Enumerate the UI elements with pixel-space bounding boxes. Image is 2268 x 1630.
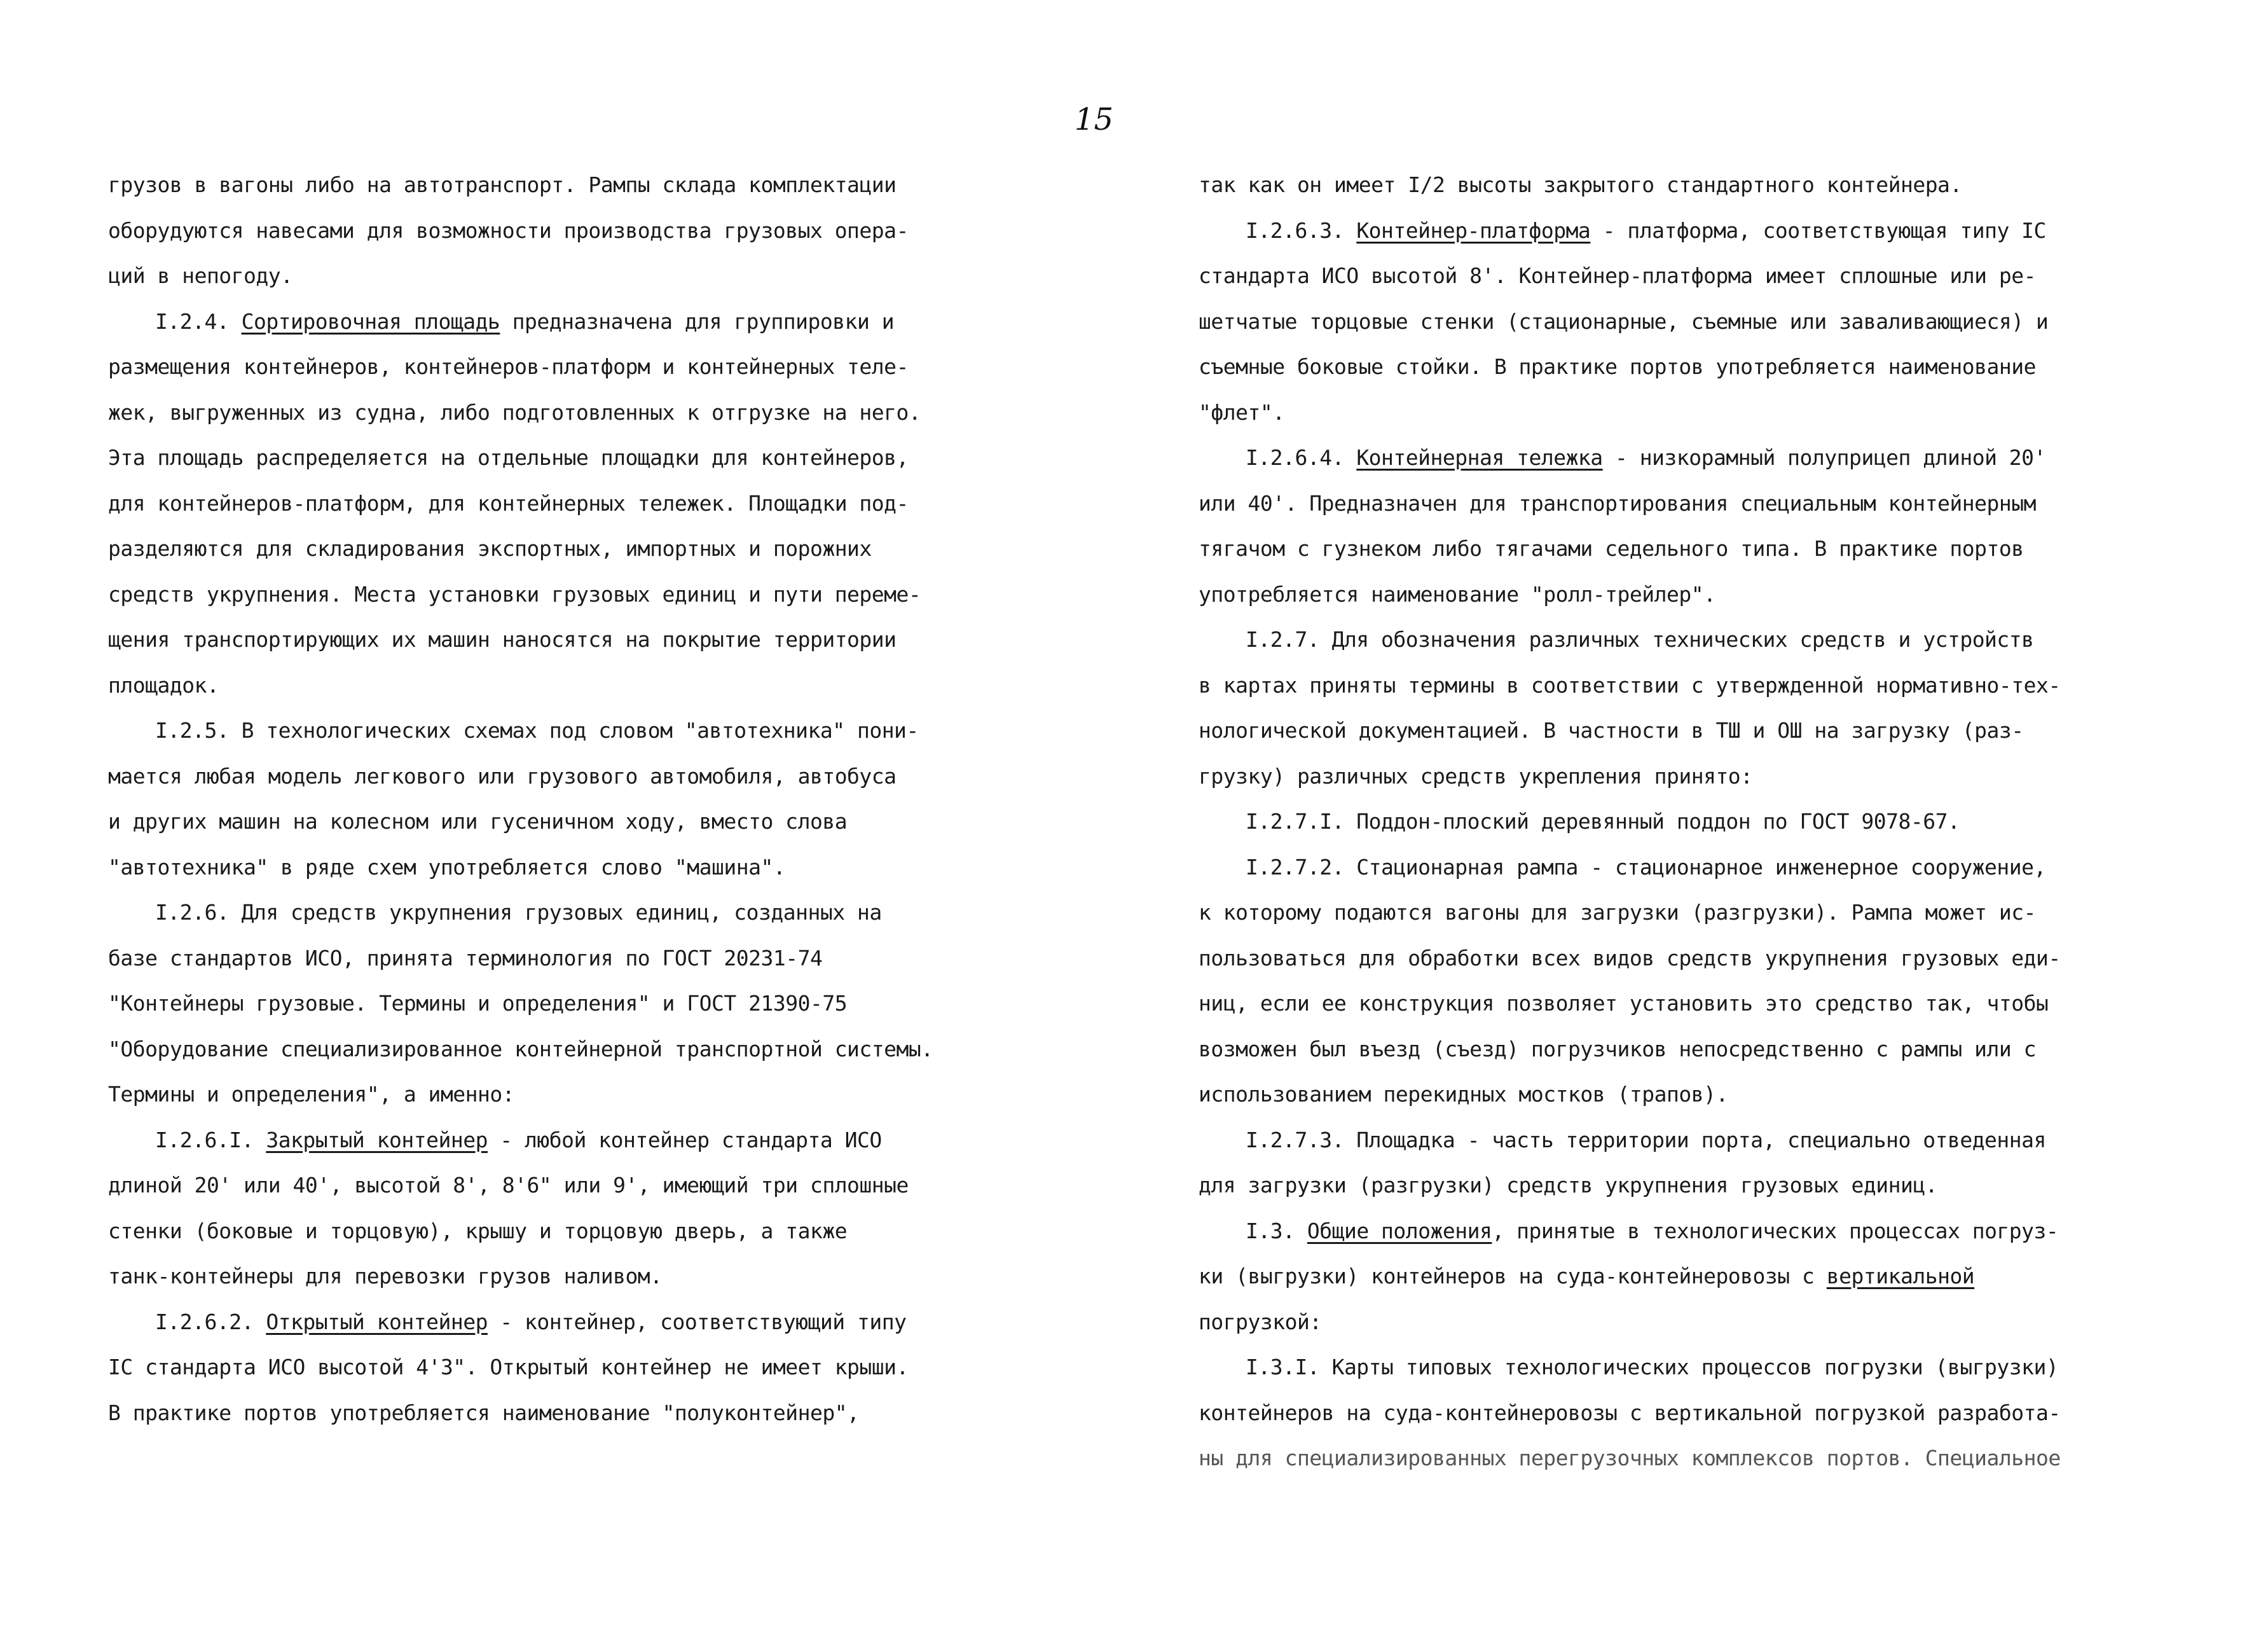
text-line	[1199, 526, 2178, 572]
text-segment: площадок.	[108, 672, 219, 698]
text-segment: IC стандарта ИСО высотой 4'3". Открытый контейнер не имеет крыши.	[108, 1355, 909, 1379]
text-segment: и других машин на колесном или гусеничном ходу, вместо слова	[108, 809, 848, 834]
text-line	[108, 754, 1062, 799]
text-segment: I.2.6.4.	[1246, 445, 1357, 470]
text-line	[1199, 162, 2178, 208]
text-line	[1199, 1390, 2178, 1436]
text-line	[108, 1299, 1062, 1345]
text-line	[1199, 936, 2178, 981]
text-segment: погрузкой:	[1199, 1309, 1322, 1334]
text-line	[108, 845, 1062, 890]
text-line	[1199, 617, 2178, 663]
text-segment: грузов в вагоны либо на автотранспорт. Рампы склада комплектации	[108, 172, 897, 197]
text-segment: I.2.6. Для средств укрупнения грузовых единиц, созданных на	[155, 900, 882, 925]
text-segment: средств укрупнения. Места установки грузовых единиц и пути переме-	[108, 581, 921, 607]
text-segment: I.2.7. Для обозначения различных технических средств и устройств	[1246, 627, 2034, 652]
text-segment: в картах приняты термины в соответствии с утвержденной нормативно-тех-	[1199, 672, 2061, 698]
term-underlined: Контейнер-платформа	[1356, 218, 1591, 243]
text-segment: или 40'. Предназначен для транспортирования специальным контейнерным	[1199, 490, 2037, 516]
page-number: 15	[1075, 102, 1114, 137]
term-underlined: Общие положения	[1307, 1218, 1492, 1243]
text-segment: оборудуются навесами для возможности производства грузовых опера-	[108, 218, 909, 243]
text-segment: танк-контейнеры для перевозки грузов наливом.	[108, 1264, 663, 1288]
text-segment: предназначена для группировки и	[500, 308, 895, 334]
text-segment: - низкорамный полуприцеп длиной 20'	[1602, 445, 2046, 470]
text-line	[1199, 708, 2178, 754]
text-line	[1199, 572, 2178, 618]
text-line	[1199, 1254, 2178, 1299]
term-underlined: вертикальной	[1826, 1264, 1975, 1288]
text-line	[108, 526, 1062, 572]
text-line	[1199, 663, 2178, 708]
text-line	[108, 344, 1062, 390]
text-line	[1199, 981, 2178, 1026]
text-segment: базе стандартов ИСО, принята терминология по ГОСТ 20231-74	[108, 945, 823, 970]
text-line	[1199, 845, 2178, 890]
text-segment: I.2.4.	[155, 308, 242, 334]
text-line	[1199, 1026, 2178, 1072]
text-line	[108, 253, 1062, 299]
text-segment: I.2.6.3.	[1246, 218, 1357, 243]
text-segment: I.2.5. В технологических схемах под словом "автотехника" пони-	[155, 718, 919, 743]
text-segment: употребляется наименование "ролл-трейлер".	[1199, 581, 1716, 607]
text-segment: I.3.	[1246, 1218, 1307, 1243]
text-segment: размещения контейнеров, контейнеров-платформ и контейнерных теле-	[108, 354, 909, 379]
text-line	[108, 208, 1062, 254]
text-segment: мается любая модель легкового или грузового автомобиля, автобуса	[108, 763, 897, 789]
text-segment: для загрузки (разгрузки) средств укрупнения грузовых единиц.	[1199, 1173, 1938, 1198]
text-line	[108, 390, 1062, 436]
text-line	[108, 1254, 1062, 1299]
text-segment: I.3.I. Карты типовых технологических процессов погрузки (выгрузки)	[1246, 1355, 2059, 1379]
left-column	[108, 162, 1062, 1435]
text-line	[108, 890, 1062, 936]
text-segment: к которому подаются вагоны для загрузки (разгрузки). Рампа может ис-	[1199, 900, 2037, 925]
text-line	[1199, 1163, 2178, 1208]
text-line	[108, 435, 1062, 481]
text-segment: для контейнеров-платформ, для контейнерных тележек. Площадки под-	[108, 490, 909, 516]
text-segment: съемные боковые стойки. В практике портов употребляется наименование	[1199, 354, 2037, 379]
term-underlined: Открытый контейнер	[266, 1309, 488, 1334]
text-segment: возможен был въезд (съезд) погрузчиков непосредственно с рампы или с	[1199, 1036, 2037, 1061]
text-line	[108, 1117, 1062, 1163]
text-segment: I.2.7.2. Стационарная рампа - стационарное инженерное сооружение,	[1246, 854, 2046, 880]
text-segment: - контейнер, соответствующий типу	[487, 1309, 907, 1334]
text-line	[1199, 1299, 2178, 1345]
text-segment: контейнеров на суда-контейнеровозы с вертикальной погрузкой разработа-	[1199, 1400, 2061, 1425]
text-line	[1199, 208, 2178, 254]
text-segment: нологической документацией. В частности в ТШ и ОШ на загрузку (раз-	[1199, 718, 2024, 743]
text-segment: жек, выгруженных из судна, либо подготовленных к отгрузке на него.	[108, 399, 921, 425]
text-segment: ны для специализированных перегрузочных комплексов портов. Специальное	[1199, 1446, 2061, 1470]
text-segment: шетчатые торцовые стенки (стационарные, съемные или заваливающиеся) и	[1199, 308, 2049, 334]
text-segment: щения транспортирующих их машин наносятся на покрытие территории	[108, 627, 897, 652]
text-segment: "флет".	[1199, 399, 1285, 425]
text-segment: грузку) различных средств укрепления принято:	[1199, 763, 1753, 789]
text-segment: "автотехника" в ряде схем употребляется слово "машина".	[108, 854, 786, 880]
text-line	[108, 572, 1062, 618]
text-segment: использованием перекидных мостков (трапов).	[1199, 1082, 1728, 1107]
text-line	[1199, 481, 2178, 527]
text-line	[1199, 344, 2178, 390]
text-line	[108, 663, 1062, 708]
text-line	[108, 1163, 1062, 1208]
text-segment: Термины и определения", а именно:	[108, 1082, 515, 1107]
text-segment: I.2.7.3. Площадка - часть территории порта, специально отведенная	[1246, 1127, 2046, 1152]
text-line	[1199, 1208, 2178, 1254]
text-segment: длиной 20' или 40', высотой 8', 8'6" или 9', имеющий три сплошные	[108, 1173, 909, 1198]
text-line	[1199, 390, 2178, 436]
term-underlined: Контейнерная тележка	[1356, 445, 1603, 470]
text-line	[108, 799, 1062, 845]
text-segment: разделяются для складирования экспортных, импортных и порожних	[108, 536, 872, 561]
text-line	[1199, 1072, 2178, 1117]
text-line	[108, 936, 1062, 981]
text-segment: I.2.6.I.	[155, 1127, 266, 1152]
text-line	[108, 162, 1062, 208]
text-line	[108, 1390, 1062, 1436]
term-underlined: Закрытый контейнер	[266, 1127, 488, 1152]
text-segment: I.2.7.I. Поддон-плоский деревянный поддон по ГОСТ 9078-67.	[1246, 809, 1960, 834]
text-line	[108, 299, 1062, 345]
text-segment: ки (выгрузки) контейнеров на суда-контейнеровозы с	[1199, 1264, 1827, 1288]
text-line	[1199, 253, 2178, 299]
text-segment: пользоваться для обработки всех видов средств укрупнения грузовых еди-	[1199, 945, 2061, 970]
text-segment: ций в непогоду.	[108, 263, 293, 288]
text-line	[1199, 799, 2178, 845]
text-line	[108, 481, 1062, 527]
text-segment: стенки (боковые и торцовую), крышу и торцовую дверь, а также	[108, 1218, 848, 1243]
text-line	[108, 1026, 1062, 1072]
text-line	[108, 981, 1062, 1026]
text-line	[108, 617, 1062, 663]
text-line	[1199, 299, 2178, 345]
text-line	[1199, 1344, 2178, 1390]
text-line	[1199, 754, 2178, 799]
text-line	[108, 1072, 1062, 1117]
text-line	[1199, 435, 2178, 481]
text-line	[108, 1208, 1062, 1254]
text-segment: тягачом с гузнеком либо тягачами седельного типа. В практике портов	[1199, 536, 2024, 561]
text-line	[108, 1344, 1062, 1390]
text-segment: ниц, если ее конструкция позволяет установить это средство так, чтобы	[1199, 991, 2049, 1016]
text-line	[1199, 890, 2178, 936]
text-segment: Эта площадь распределяется на отдельные площадки для контейнеров,	[108, 445, 909, 470]
text-segment: так как он имеет I/2 высоты закрытого стандартного контейнера.	[1199, 172, 1962, 197]
text-segment: В практике портов употребляется наименование "полуконтейнер",	[108, 1400, 860, 1425]
text-segment: - любой контейнер стандарта ИСО	[487, 1127, 882, 1152]
right-column	[1199, 162, 2178, 1481]
text-line	[1199, 1117, 2178, 1163]
text-line	[108, 708, 1062, 754]
text-segment: "Оборудование специализированное контейнерной транспортной системы.	[108, 1036, 933, 1061]
text-line	[1199, 1435, 2178, 1481]
text-segment: I.2.6.2.	[155, 1309, 266, 1334]
text-segment: - платформа, соответствующая типу IC	[1590, 218, 2046, 243]
text-segment: стандарта ИСО высотой 8'. Контейнер-платформа имеет сплошные или ре-	[1199, 263, 2037, 288]
text-segment: , принятые в технологических процессах погруз-	[1492, 1218, 2059, 1243]
term-underlined: Сортировочная площадь	[241, 308, 500, 334]
text-segment: "Контейнеры грузовые. Термины и определения" и ГОСТ 21390-75	[108, 991, 848, 1016]
